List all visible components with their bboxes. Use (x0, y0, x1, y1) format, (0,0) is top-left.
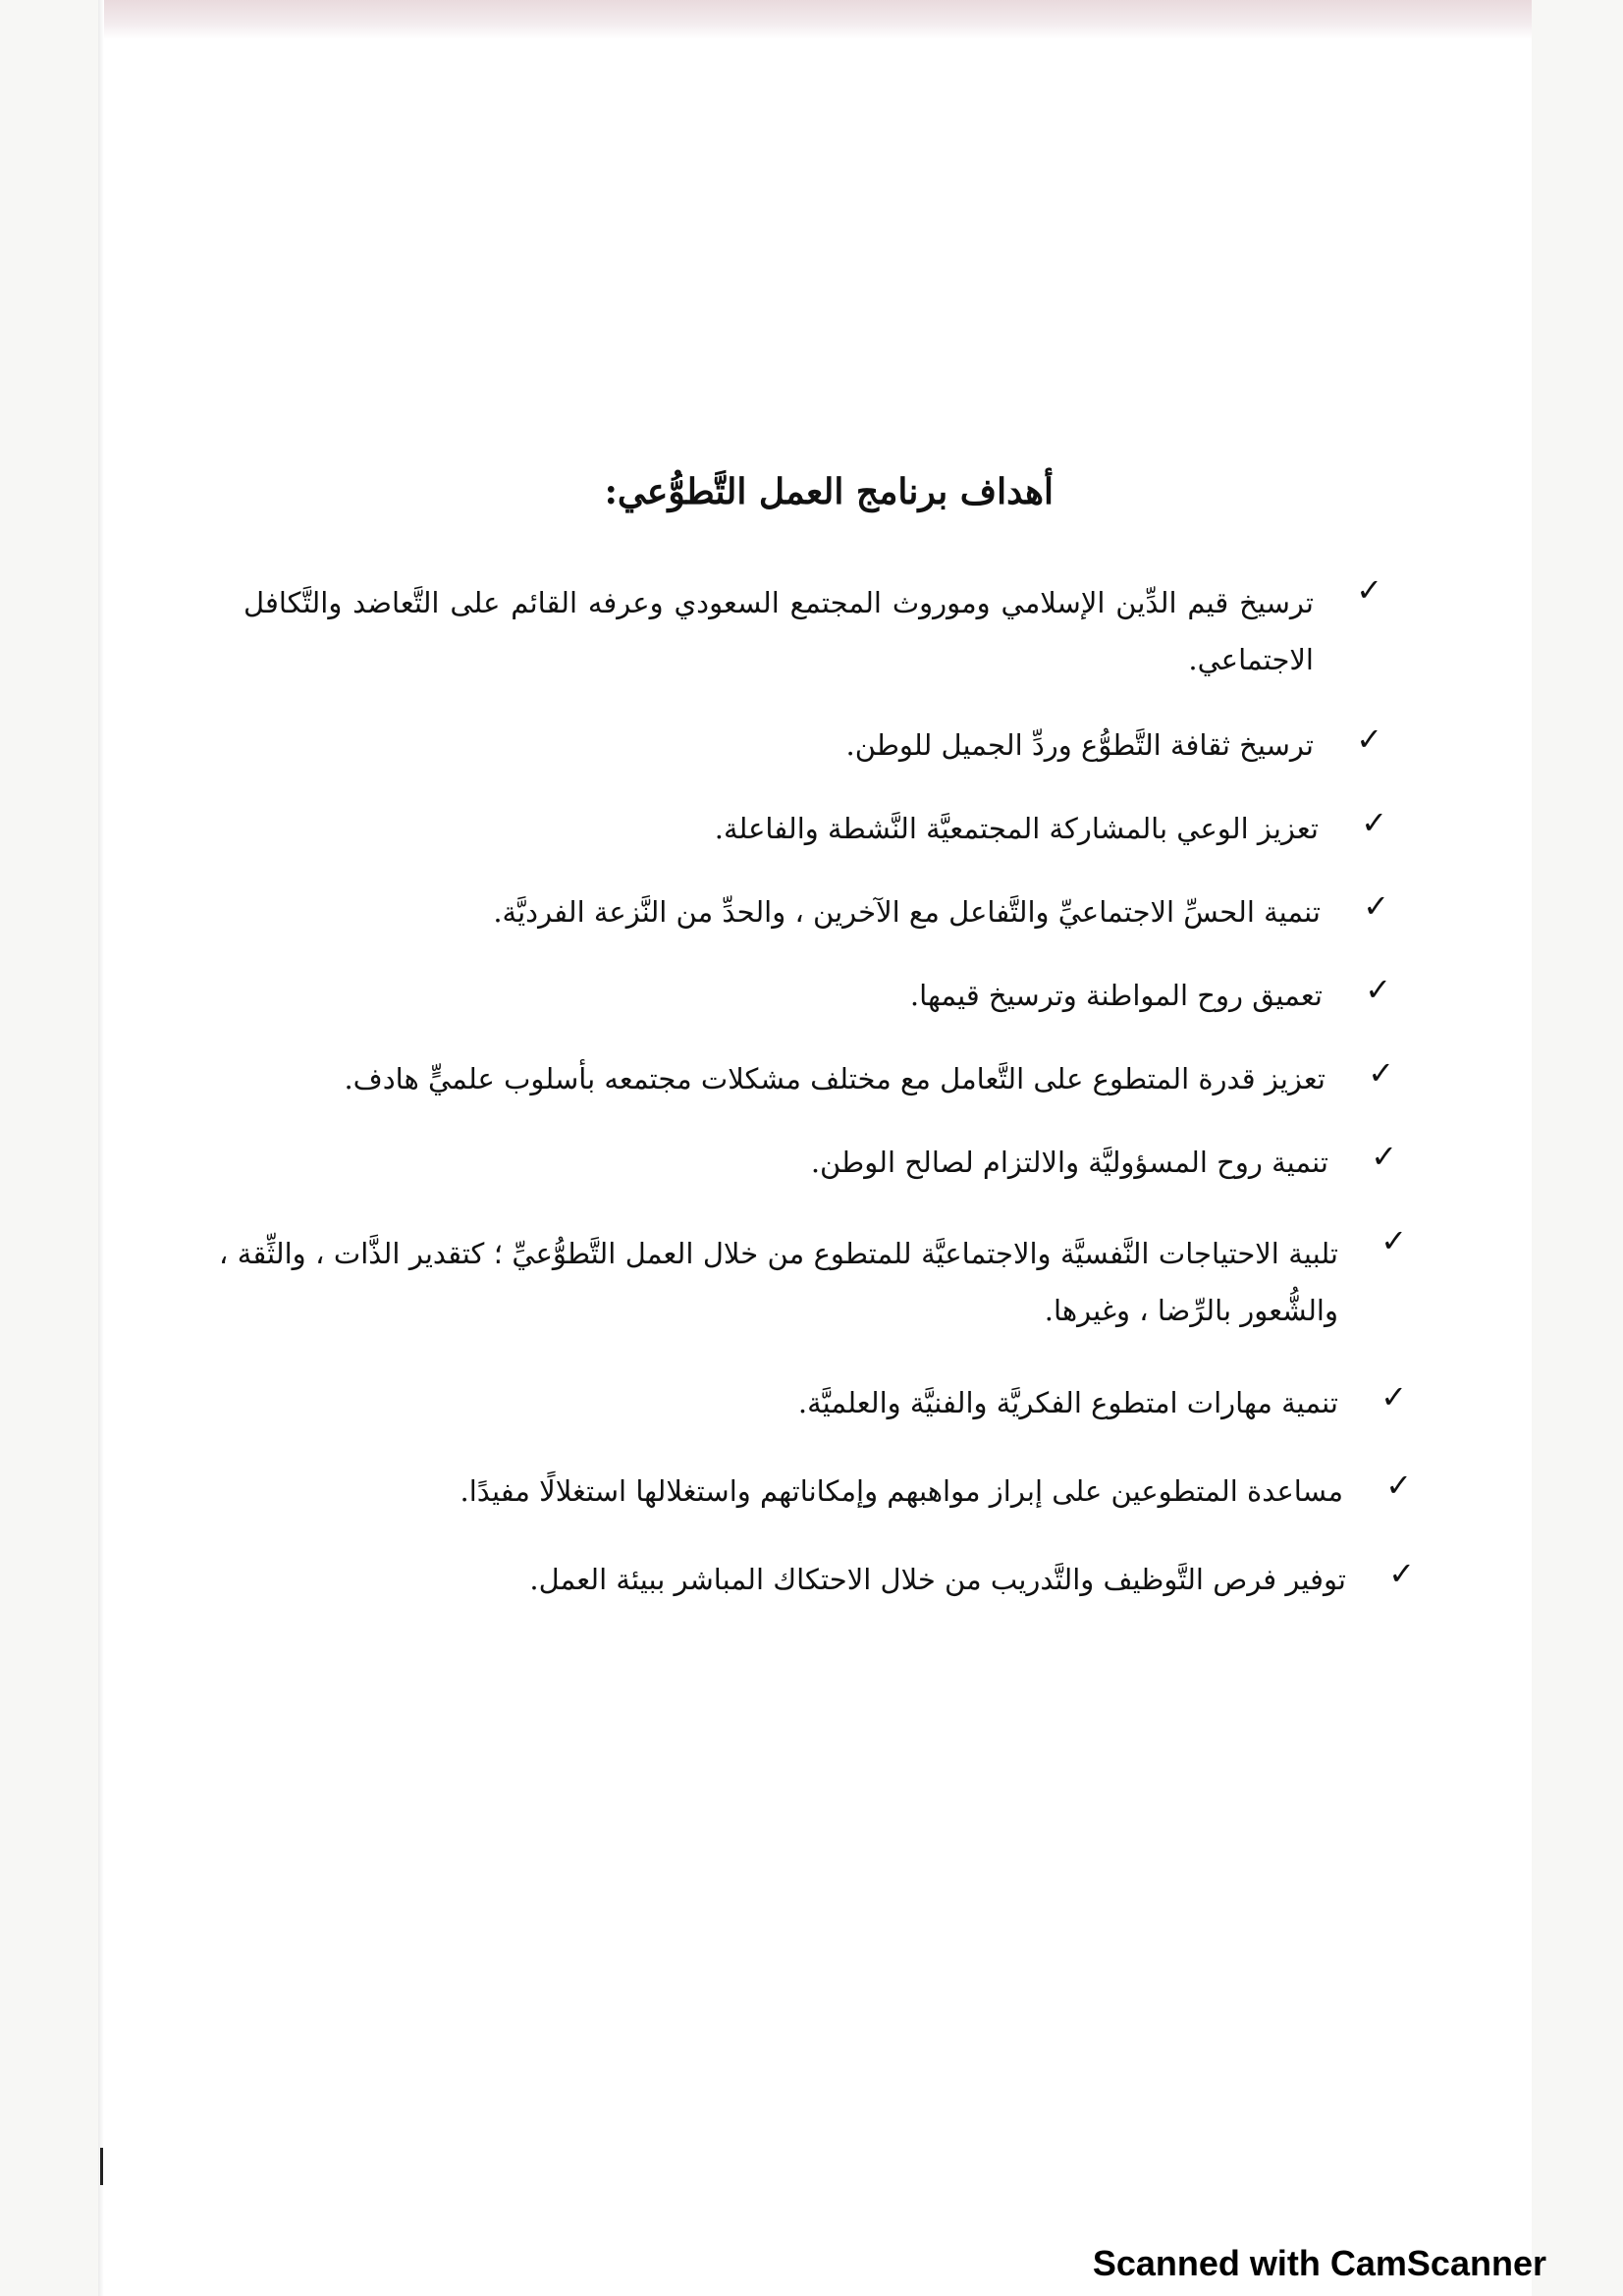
goal-item-1 (243, 571, 1382, 688)
page-title: أهداف برنامج العمل التَّطوُّعي: (604, 471, 1054, 512)
checkmark-icon: ✓ (1365, 971, 1391, 1008)
checkmark-icon: ✓ (1356, 571, 1382, 609)
goal-text: ترسيخ قيم الدِّين الإسلامي وموروث المجتمع السعودي وعرفه القائم على التَّعاضد والتَّكافل الاجتماعي. (243, 586, 1314, 676)
goal-text: تنمية الحسِّ الاجتماعيِّ والتَّفاعل مع الآخرين ، والحدِّ من النَّزعة الفرديَّة. (493, 895, 1321, 929)
margin-mark (100, 2148, 103, 2185)
goal-item-8 (219, 1222, 1407, 1339)
checkmark-icon: ✓ (1380, 1378, 1407, 1415)
checkmark-icon: ✓ (1380, 1222, 1407, 1259)
goal-item-5 (909, 971, 1391, 1012)
goal-item-9 (797, 1378, 1407, 1419)
goal-text: تنمية مهارات امتطوع الفكريَّة والفنيَّة والعلميَّة. (797, 1386, 1338, 1419)
checkmark-icon: ✓ (1385, 1467, 1412, 1504)
goal-item-7 (810, 1138, 1397, 1179)
checkmark-icon: ✓ (1371, 1138, 1397, 1175)
goal-text: ترسيخ ثقافة التَّطوُّع وردِّ الجميل للوطن. (845, 728, 1314, 762)
goal-item-11 (529, 1555, 1415, 1596)
page-left-edge (98, 0, 104, 2296)
goal-text: تلبية الاحتياجات النَّفسيَّة والاجتماعيَّة للمتطوع من خلال العمل التَّطوُّعيِّ ؛ كتقدير الذَّات ، والثِّقة ، والشُّعور بالرِّضا ، وغيرها. (219, 1237, 1338, 1327)
goal-text: تعزيز الوعي بالمشاركة المجتمعيَّة النَّشطة والفاعلة. (714, 812, 1319, 845)
goal-text: تعزيز قدرة المتطوع على التَّعامل مع مختلف مشكلات مجتمعه بأسلوب علميٍّ هادف. (344, 1062, 1325, 1095)
page-top-edge (98, 0, 1532, 39)
goal-item-6 (344, 1054, 1394, 1095)
goal-item-3 (714, 804, 1387, 845)
goal-text: مساعدة المتطوعين على إبراز مواهبهم وإمكاناتهم واستغلالها استغلالًا مفيدًا. (460, 1474, 1343, 1508)
goal-item-4 (493, 887, 1389, 929)
checkmark-icon: ✓ (1368, 1054, 1394, 1092)
checkmark-icon: ✓ (1356, 721, 1382, 758)
camscanner-watermark: Scanned with CamScanner (1092, 2243, 1546, 2283)
checkmark-icon: ✓ (1388, 1555, 1415, 1592)
goal-text: توفير فرص التَّوظيف والتَّدريب من خلال الاحتكاك المباشر ببيئة العمل. (529, 1563, 1346, 1596)
goal-text: تعميق روح المواطنة وترسيخ قيمها. (909, 979, 1323, 1012)
goal-text: تنمية روح المسؤوليَّة والالتزام لصالح الوطن. (810, 1146, 1328, 1179)
checkmark-icon: ✓ (1363, 887, 1389, 925)
checkmark-icon: ✓ (1361, 804, 1387, 841)
goal-item-10 (460, 1467, 1413, 1508)
goal-item-2 (845, 721, 1382, 762)
